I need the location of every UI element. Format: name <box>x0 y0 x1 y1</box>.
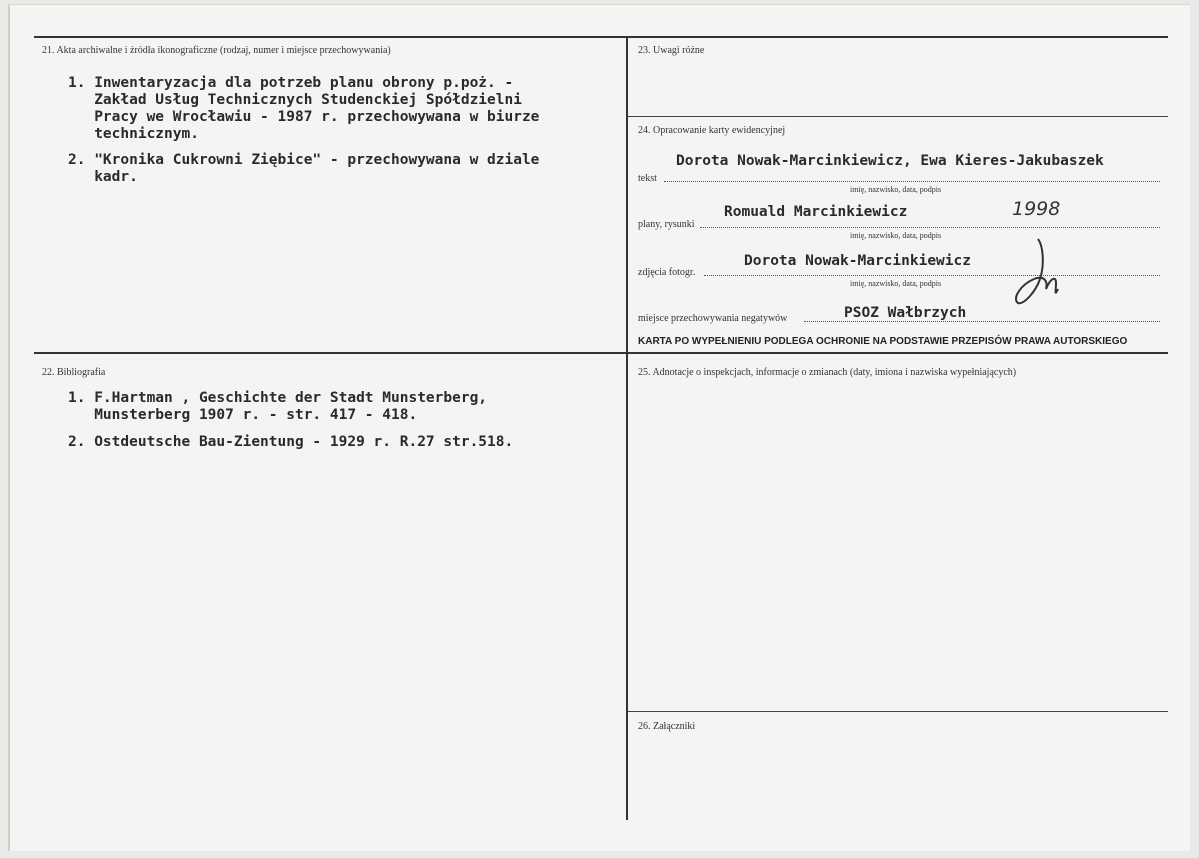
plany-year-handwritten: 1998 <box>1012 198 1061 220</box>
signature-mark <box>1010 233 1080 313</box>
top-rule <box>34 36 1168 38</box>
tekst-caption: imię, nazwisko, data, podpis <box>850 185 942 194</box>
plany-dotted-line <box>700 227 1160 228</box>
section-23-label: 23. Uwagi różne <box>638 45 705 56</box>
negatywy-value: PSOZ Wałbrzych <box>844 305 967 321</box>
section-21-item-2: 2. "Kronika Cukrowni Ziębice" - przechowywana w dziale kadr. <box>68 152 540 185</box>
section-25-label: 25. Adnotacje o inspekcjach, informacje o zmianach (daty, imiona i nazwiska wypełniających) <box>638 367 1017 378</box>
section-26-label: 26. Załączniki <box>638 721 696 732</box>
zdjecia-dotted-line <box>704 275 1160 276</box>
zdjecia-value: Dorota Nowak-Marcinkiewicz <box>744 253 971 269</box>
plany-label: plany, rysunki <box>638 219 695 230</box>
tekst-value: Dorota Nowak-Marcinkiewicz, Ewa Kieres-Jakubaszek <box>676 153 1104 169</box>
section-22-label: 22. Bibliografia <box>42 367 106 378</box>
rule-23-24 <box>628 116 1168 117</box>
middle-rule <box>34 352 1168 354</box>
copyright-notice: KARTA PO WYPEŁNIENIU PODLEGA OCHRONIE NA PODSTAWIE PRZEPISÓW PRAWA AUTORSKIEGO <box>638 336 1128 347</box>
zdjecia-label: zdjęcia fotogr. <box>638 267 696 278</box>
section-21-label: 21. Akta archiwalne i źródła ikonograficzne (rodzaj, numer i miejsce przechowywania) <box>42 45 391 56</box>
record-card <box>8 4 1190 851</box>
section-22-item-2: 2. Ostdeutsche Bau-Zientung - 1929 r. R.27 str.518. <box>68 434 514 450</box>
section-21-item-1: 1. Inwentaryzacja dla potrzeb planu obrony p.poż. - Zakład Usług Technicznych Studenckiej Spółdzielni Pracy we Wrocławiu - 1987 r. przechowywana w biurze technicznym. <box>68 75 540 142</box>
tekst-dotted-line <box>664 181 1160 182</box>
tekst-label: tekst <box>638 173 657 184</box>
section-22-item-1: 1. F.Hartman , Geschichte der Stadt Munsterberg, Munsterberg 1907 r. - str. 417 - 418. <box>68 390 488 423</box>
negatywy-label: miejsce przechowywania negatywów <box>638 313 788 324</box>
plany-value: Romuald Marcinkiewicz <box>724 204 908 220</box>
rule-25-26 <box>628 711 1168 712</box>
plany-caption: imię, nazwisko, data, podpis <box>850 231 942 240</box>
section-24-label: 24. Opracowanie karty ewidencyjnej <box>638 125 786 136</box>
negatywy-dotted-line <box>804 321 1160 322</box>
center-divider <box>626 36 628 820</box>
zdjecia-caption: imię, nazwisko, data, podpis <box>850 279 942 288</box>
